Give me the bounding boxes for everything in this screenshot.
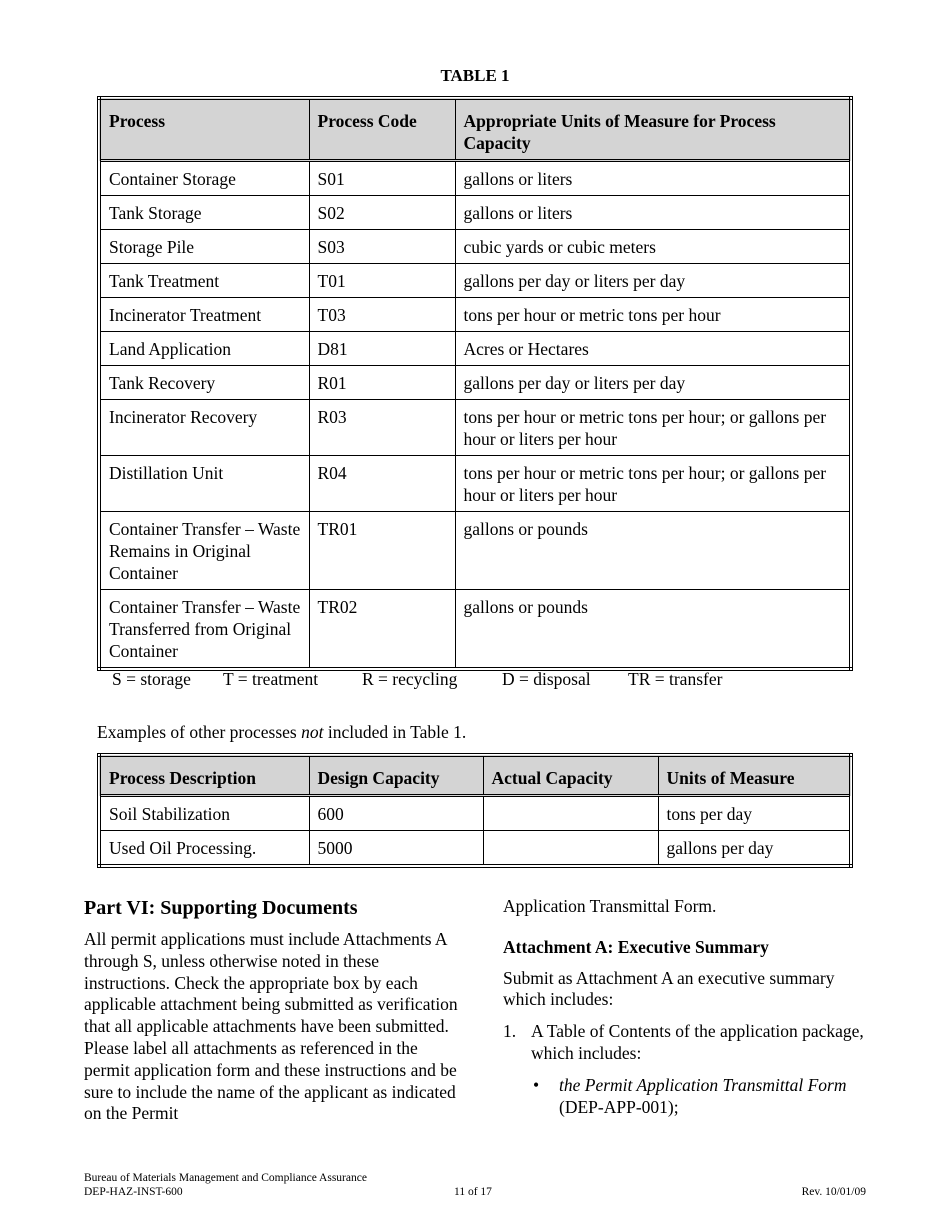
actual-capacity-cell: [483, 796, 658, 831]
examples-intro-emphasis: not: [301, 722, 324, 742]
section-heading: Part VI: Supporting Documents: [84, 897, 358, 919]
legend-transfer: TR = transfer: [628, 669, 723, 689]
table-row: [99, 456, 851, 512]
process-codes-table: [97, 96, 853, 671]
code-cell: T01: [309, 264, 455, 298]
description-cell: Used Oil Processing.: [99, 831, 309, 867]
table-row: [99, 161, 851, 196]
attachment-a-heading: Attachment A: Executive Summary: [503, 936, 769, 957]
description-cell: Soil Stabilization: [99, 796, 309, 831]
table-header-row: [99, 98, 851, 161]
table-row: [99, 512, 851, 590]
list-item: [503, 1021, 873, 1118]
page-footer: [84, 1171, 866, 1199]
footer-revision: Rev. 10/01/09: [801, 1186, 866, 1198]
process-cell: Tank Recovery: [99, 366, 309, 400]
section-body: All permit applications must include Attachments A through S, unless otherwise noted in these instructions. Check the appropriate box by each applicable attachment being submitted as verification that all applicable attachments have been submitted. Please label all attachments as referenced in the permit application form and these instructions and be sure to include the name of the applicant as indicated on the Permit: [84, 929, 458, 1124]
units-cell: gallons or liters: [455, 161, 851, 196]
legend-storage: S = storage: [112, 669, 191, 689]
column-header: Process: [99, 98, 309, 161]
list-item: [531, 1075, 873, 1119]
table-row: [99, 332, 851, 366]
process-cell: Incinerator Treatment: [99, 298, 309, 332]
continued-text: Application Transmittal Form.: [503, 896, 717, 916]
code-cell: T03: [309, 298, 455, 332]
sub-list: [531, 1075, 873, 1119]
units-cell: gallons or liters: [455, 196, 851, 230]
units-cell: gallons per day or liters per day: [455, 366, 851, 400]
form-title: the Permit Application Transmittal Form: [559, 1074, 847, 1095]
table-row: [99, 196, 851, 230]
column-header: Units of Measure: [658, 755, 851, 796]
process-cell: Container Storage: [99, 161, 309, 196]
units-cell: tons per day: [658, 796, 851, 831]
code-cell: S01: [309, 161, 455, 196]
process-cell: Tank Storage: [99, 196, 309, 230]
code-cell: D81: [309, 332, 455, 366]
column-header: Design Capacity: [309, 755, 483, 796]
list-item-text: A Table of Contents of the application package, which includes:: [531, 1021, 864, 1063]
legend-treatment: T = treatment: [223, 669, 319, 689]
process-cell: Container Transfer – Waste Remains in Original Container: [99, 512, 309, 590]
examples-intro-text-end: included in Table 1.: [323, 722, 467, 742]
left-column: [84, 896, 459, 1125]
legend-disposal: D = disposal: [502, 669, 591, 689]
attachment-a-list: [503, 1021, 873, 1118]
footer-bureau: Bureau of Materials Management and Compliance Assurance: [84, 1172, 367, 1184]
process-cell: Distillation Unit: [99, 456, 309, 512]
other-processes-table: [97, 753, 853, 868]
examples-intro-text: Examples of other processes: [97, 722, 302, 742]
page-number: 11 of 17: [454, 1186, 492, 1198]
code-cell: TR02: [309, 590, 455, 670]
code-cell: S03: [309, 230, 455, 264]
code-cell: R04: [309, 456, 455, 512]
table-row: [99, 400, 851, 456]
units-cell: gallons per day or liters per day: [455, 264, 851, 298]
form-code: (DEP-APP-001);: [559, 1096, 679, 1117]
column-header: Actual Capacity: [483, 755, 658, 796]
table-1-title: TABLE 1: [440, 66, 510, 85]
attachment-a-intro: Submit as Attachment A an executive summary which includes:: [503, 967, 835, 1010]
column-header: Process Description: [99, 755, 309, 796]
bullet-icon: •: [533, 1074, 540, 1095]
column-header: Appropriate Units of Measure for Process Capacity: [455, 98, 851, 161]
column-header: Process Code: [309, 98, 455, 161]
table-row: [99, 366, 851, 400]
process-cell: Storage Pile: [99, 230, 309, 264]
table-row: [99, 230, 851, 264]
process-cell: Tank Treatment: [99, 264, 309, 298]
units-cell: tons per hour or metric tons per hour; or gallons per hour or liters per hour: [455, 400, 851, 456]
process-cell: Land Application: [99, 332, 309, 366]
units-cell: Acres or Hectares: [455, 332, 851, 366]
design-capacity-cell: 600: [309, 796, 483, 831]
footer-doc-id: DEP-HAZ-INST-600: [84, 1186, 183, 1198]
table-row: [99, 831, 851, 867]
code-cell: R01: [309, 366, 455, 400]
units-cell: gallons or pounds: [455, 590, 851, 670]
code-cell: S02: [309, 196, 455, 230]
legend-recycling: R = recycling: [362, 669, 458, 689]
right-column: [503, 896, 873, 1118]
units-cell: tons per hour or metric tons per hour: [455, 298, 851, 332]
table-row: [99, 796, 851, 831]
code-cell: TR01: [309, 512, 455, 590]
table-row: [99, 298, 851, 332]
actual-capacity-cell: [483, 831, 658, 867]
list-number: 1.: [503, 1021, 517, 1042]
table-row: [99, 590, 851, 670]
table-row: [99, 264, 851, 298]
code-cell: R03: [309, 400, 455, 456]
table-header-row: [99, 755, 851, 796]
process-code-legend: [112, 669, 722, 690]
process-cell: Container Transfer – Waste Transferred from Original Container: [99, 590, 309, 670]
examples-intro: [97, 722, 466, 743]
units-cell: cubic yards or cubic meters: [455, 230, 851, 264]
units-cell: gallons per day: [658, 831, 851, 867]
units-cell: gallons or pounds: [455, 512, 851, 590]
process-cell: Incinerator Recovery: [99, 400, 309, 456]
design-capacity-cell: 5000: [309, 831, 483, 867]
units-cell: tons per hour or metric tons per hour; or gallons per hour or liters per hour: [455, 456, 851, 512]
